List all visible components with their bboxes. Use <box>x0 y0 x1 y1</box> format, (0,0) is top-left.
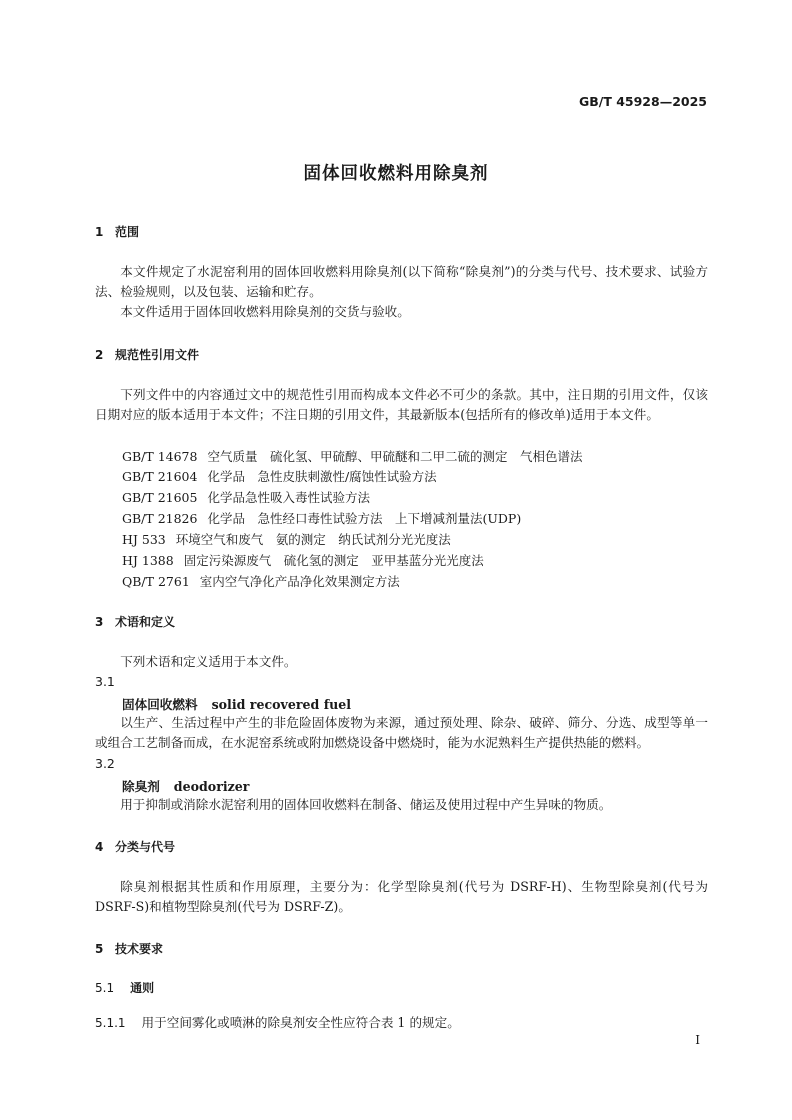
subsection-title: 通则 <box>130 981 155 995</box>
section-1-heading <box>95 223 139 240</box>
term-definition: 用于抑制或消除水泥窑利用的固体回收燃料在制备、储运及使用过程中产生异味的物质。 <box>120 797 612 812</box>
reference-item <box>122 551 484 569</box>
reference-item <box>122 488 370 506</box>
section-5-heading <box>95 940 163 957</box>
clause-5-1-1 <box>95 1012 460 1031</box>
terms-intro-paragraph: 下列术语和定义适用于本文件。 <box>120 654 297 669</box>
reference-title: 环境空气和废气 氨的测定 纳氏试剂分光光度法 <box>175 532 451 547</box>
reference-code: GB/T 14678 <box>122 449 198 464</box>
reference-title: 化学品 急性经口毒性试验方法 上下增减剂量法(UDP) <box>207 511 522 526</box>
section-number: 4 <box>95 840 104 854</box>
section-number: 3 <box>95 615 104 629</box>
section-2-heading <box>95 346 199 363</box>
section-4-heading <box>95 838 175 855</box>
section-number: 5 <box>95 942 104 956</box>
reference-code: GB/T 21605 <box>122 490 198 505</box>
reference-item <box>122 467 437 485</box>
reference-code: GB/T 21826 <box>122 511 198 526</box>
page-number: I <box>695 1033 700 1047</box>
classification-paragraph: 除臭剂根据其性质和作用原理，主要分为：化学型除臭剂(代号为 DSRF-H)、生物型除臭剂(代号为 DSRF-S)和植物型除臭剂(代号为 DSRF-Z)。 <box>95 879 708 914</box>
clause-text: 用于空间雾化或喷淋的除臭剂安全性应符合表 1 的规定。 <box>141 1015 460 1030</box>
term-entry <box>122 694 351 713</box>
section-3-heading <box>95 613 175 630</box>
subsection-5-1-heading <box>95 979 154 996</box>
section-number: 2 <box>95 348 104 362</box>
term-chinese: 固体回收燃料 <box>122 697 198 712</box>
reference-item <box>122 447 582 465</box>
term-number: 3.1 <box>95 674 115 689</box>
term-chinese: 除臭剂 <box>122 779 160 794</box>
reference-code: GB/T 21604 <box>122 469 198 484</box>
normative-intro-paragraph: 下列文件中的内容通过文中的规范性引用而构成本文件必不可少的条款。其中，注日期的引用文件，仅该日期对应的版本适用于本文件；不注日期的引用文件，其最新版本(包括所有的修改单)适用于本文件。 <box>95 387 708 422</box>
section-number: 1 <box>95 225 104 239</box>
section-title: 技术要求 <box>115 942 164 956</box>
term-entry <box>122 776 249 795</box>
subsection-number: 5.1 <box>95 981 115 995</box>
reference-code: HJ 1388 <box>122 553 174 568</box>
scope-paragraph-1: 本文件规定了水泥窑利用的固体回收燃料用除臭剂(以下简称“除臭剂”)的分类与代号、技术要求、试验方法、检验规则，以及包装、运输和贮存。 <box>95 264 709 299</box>
reference-item <box>122 530 451 548</box>
term-english: solid recovered fuel <box>211 697 352 712</box>
section-title: 术语和定义 <box>115 615 176 629</box>
section-title: 范围 <box>115 225 140 239</box>
reference-title: 空气质量 硫化氢、甲硫醇、甲硫醚和二甲二硫的测定 气相色谱法 <box>207 449 583 464</box>
term-number: 3.2 <box>95 756 115 771</box>
reference-title: 室内空气净化产品净化效果测定方法 <box>199 574 400 589</box>
reference-code: HJ 533 <box>122 532 166 547</box>
reference-item <box>122 572 400 590</box>
term-english: deodorizer <box>173 779 250 794</box>
page-title: 固体回收燃料用除臭剂 <box>303 164 489 184</box>
scope-paragraph-2: 本文件适用于固体回收燃料用除臭剂的交货与验收。 <box>120 304 410 319</box>
standard-number: GB/T 45928—2025 <box>578 94 707 109</box>
reference-item <box>122 509 521 527</box>
section-title: 规范性引用文件 <box>115 348 200 362</box>
clause-number: 5.1.1 <box>95 1016 126 1030</box>
reference-title: 固定污染源废气 硫化氢的测定 亚甲基蓝分光光度法 <box>183 553 484 568</box>
reference-title: 化学品 急性皮肤刺激性/腐蚀性试验方法 <box>207 469 437 484</box>
reference-code: QB/T 2761 <box>122 574 190 589</box>
term-definition: 以生产、生活过程中产生的非危险固体废物为来源，通过预处理、除杂、破碎、筛分、分选、成型等单一或组合工艺制备而成，在水泥窑系统或附加燃烧设备中燃烧时，能为水泥熟料生产提供热能的燃料。 <box>95 715 708 750</box>
section-title: 分类与代号 <box>115 840 176 854</box>
reference-title: 化学品急性吸入毒性试验方法 <box>207 490 370 505</box>
